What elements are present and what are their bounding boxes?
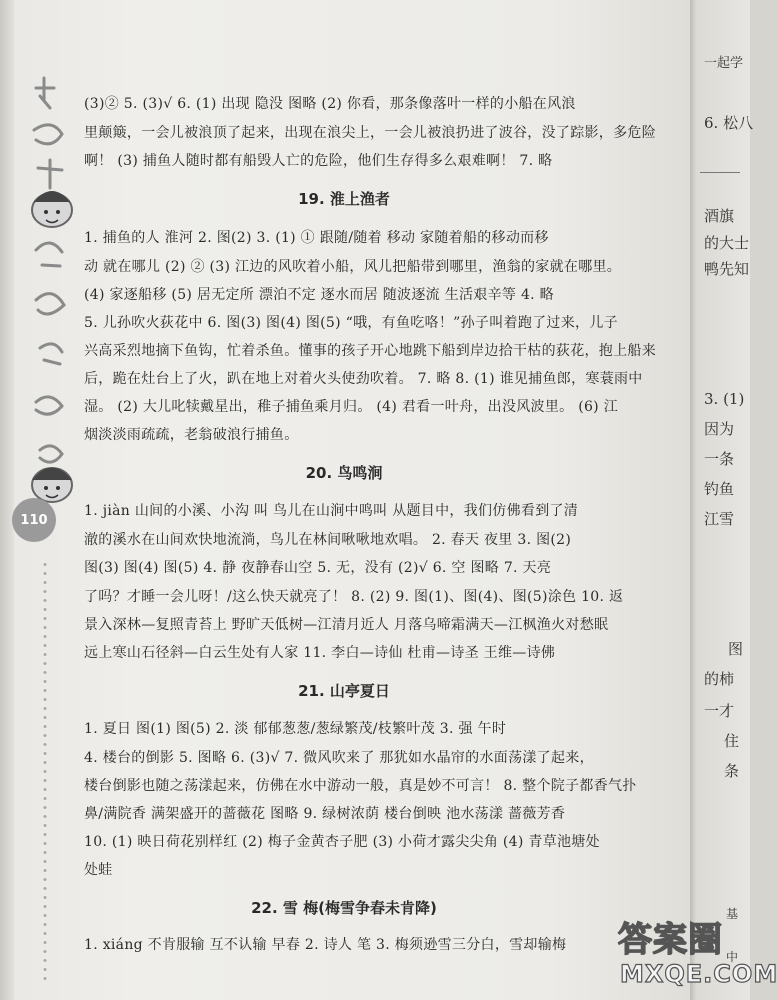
text-line: 1. xiáng 不肯服输 互不认输 早春 2. 诗人 笔 3. 梅须逊雪三分白，雪却输梅 xyxy=(84,937,567,953)
adjacent-text: 因为 xyxy=(704,420,735,438)
doodle-icon xyxy=(22,30,77,730)
text-line: 景入深林—复照青苔上 野旷天低树—江清月近人 月落乌啼霜满天—江枫渔火对愁眠 xyxy=(84,617,609,633)
text-line: 5. 儿孙吹火荻花中 6. 图(3) 图(4) 图(5) “哦，有鱼吃咯！”孙子叫着跑了过来，儿子 xyxy=(84,315,618,331)
adjacent-text: 江雪 xyxy=(704,510,735,528)
text-line: 里颠簸，一会儿被浪顶了起来，出现在浪尖上，一会儿被浪扔进了波谷，没了踪影，多危险 xyxy=(84,125,656,141)
adjacent-text: 钓鱼 xyxy=(704,480,735,498)
adjacent-text: 一起学 xyxy=(704,56,744,71)
text-line: 10. (1) 映日荷花别样红 (2) 梅子金黄杏子肥 (3) 小荷才露尖尖角 (4) 青草池塘处 xyxy=(84,834,600,850)
section-title: 21. 山亭夏日 xyxy=(298,682,390,700)
adjacent-text: 3. (1) xyxy=(704,390,745,408)
text-line: 兴高采烈地摘下鱼钩，忙着杀鱼。懂事的孩子开心地跳下船到岸边拾干枯的荻花，抱上船来 xyxy=(84,343,656,359)
text-line: 图(3) 图(4) 图(5) 4. 静 夜静春山空 5. 无，没有 (2)√ 6. 空 图略 7. 天亮 xyxy=(84,560,552,576)
adjacent-text: 条 xyxy=(724,762,740,780)
text-line: 动 就在哪儿 (2) ② (3) 江边的风吹着小船，风儿把船带到哪里，渔翁的家就在哪里。 xyxy=(84,259,622,275)
section-title: 22. 雪 梅(梅雪争春未肯降) xyxy=(251,899,437,917)
text-line: 1. jiàn 山间的小溪、小沟 叫 鸟儿在山涧中鸣叫 从题目中，我们仿佛看到了清 xyxy=(84,503,579,519)
adjacent-rule xyxy=(700,172,740,173)
adjacent-text: 酒旗 xyxy=(704,207,735,225)
section-title: 20. 鸟鸣涧 xyxy=(305,464,383,482)
adjacent-text: 的大士 xyxy=(704,234,750,252)
text-line: 处蛙 xyxy=(84,862,113,878)
watermark-url: MXQE.COM xyxy=(620,960,778,988)
adjacent-text: 中 xyxy=(726,950,739,964)
adjacent-page xyxy=(690,0,754,1000)
text-line: 远上寒山石径斜—白云生处有人家 11. 李白—诗仙 杜甫—诗圣 王维—诗佛 xyxy=(84,645,556,661)
adjacent-text: 住 xyxy=(724,732,740,750)
text-line: 楼台倒影也随之荡漾起来，仿佛在水中游动一般，真是妙不可言！ 8. 整个院子都香气扑 xyxy=(84,778,637,794)
adjacent-text: 的柿 xyxy=(704,670,735,688)
adjacent-text: 一条 xyxy=(704,450,735,468)
text-line: 1. 夏日 图(1) 图(5) 2. 淡 郁郁葱葱/葱绿繁茂/枝繁叶茂 3. 强 午时 xyxy=(84,721,507,737)
adjacent-text: 图 xyxy=(728,640,744,658)
watermark-title: 答案圈 xyxy=(618,920,723,960)
text-line: 鼻/满院香 满架盛开的蔷薇花 图略 9. 绿树浓荫 楼台倒映 池水荡漾 蔷薇芳香 xyxy=(84,806,566,822)
text-line: (4) 家逐船移 (5) 居无定所 漂泊不定 逐水而居 随波逐流 生活艰辛等 4. 略 xyxy=(84,287,554,303)
dotted-margin-line xyxy=(42,560,48,980)
adjacent-text: 基 xyxy=(726,907,739,921)
adjacent-text: 6. 松八 xyxy=(704,114,754,132)
text-line: 啊！ (3) 捕鱼人随时都有船毁人亡的危险，他们生存得多么艰难啊！ 7. 略 xyxy=(84,153,553,169)
page-gutter xyxy=(0,0,14,1000)
watermark-logo xyxy=(600,912,778,1000)
margin-decoration xyxy=(22,30,77,730)
text-line: 烟淡淡雨疏疏，老翁破浪行捕鱼。 xyxy=(84,427,299,443)
page-number-badge: 110 xyxy=(12,498,56,542)
text-line: 湿。 (2) 大儿叱犊戴星出，稚子捕鱼乘月归。 (4) 君看一叶舟，出没风波里。 (6) 江 xyxy=(84,399,618,415)
text-line: (3)② 5. (3)√ 6. (1) 出现 隐没 图略 (2) 你看，那条像落叶一样的小船在风浪 xyxy=(84,96,576,112)
text-line: 后，跪在灶台上了火，趴在地上对着火头使劲吹着。 7. 略 8. (1) 谁见捕鱼郎，寒蓑雨中 xyxy=(84,371,643,387)
section-title: 19. 淮上渔者 xyxy=(298,190,390,208)
text-line: 了吗？才睡一会儿呀！/这么快天就亮了！ 8. (2) 9. 图(1)、图(4)、图(5)涂色 10. 返 xyxy=(84,589,624,605)
adjacent-text: 一才 xyxy=(704,702,735,720)
text-line: 4. 楼台的倒影 5. 图略 6. (3)√ 7. 微风吹来了 那犹如水晶帘的水面荡漾了起来， xyxy=(84,750,594,766)
adjacent-text: 鸭先知 xyxy=(704,260,750,278)
text-line: 1. 捕鱼的人 淮河 2. 图(2) 3. (1) ① 跟随/随着 移动 家随着船的移动而移 xyxy=(84,230,549,246)
text-line: 澈的溪水在山间欢快地流淌，鸟儿在林间啾啾地欢唱。 2. 春天 夜里 3. 图(2) xyxy=(84,532,572,548)
